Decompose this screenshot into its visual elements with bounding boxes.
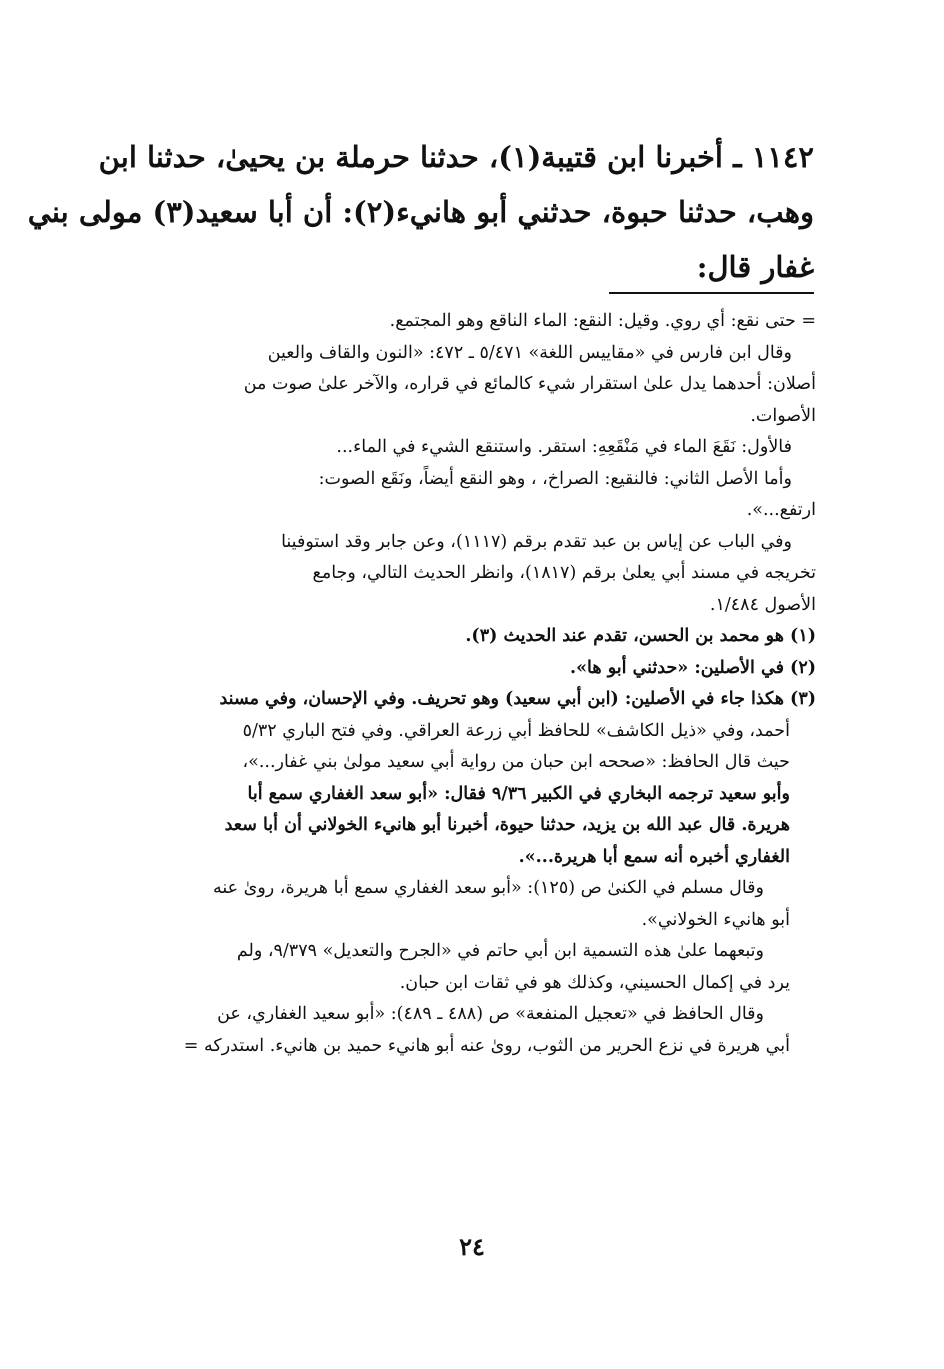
- commentary-line: وقال ابن فارس في «مقاييس اللغة» ٥/٤٧١ ـ ٤٧٢: «النون والقاف والعين: [267, 342, 792, 363]
- commentary-line: تخريجه في مسند أبي يعلىٰ برقم (١٨١٧)، وانظر الحديث التالي، وجامع: [312, 563, 816, 583]
- footnote-line: وقال مسلم في الكنىٰ ص (١٢٥): «أبو سعد الغفاري سمع أبا هريرة، روىٰ عنه: [212, 878, 764, 898]
- footnote-line: أبو هانيء الخولاني».: [641, 909, 790, 930]
- footnote-3: (٣) هكذا جاء في الأصلين: (ابن أبي سعيد) وهو تحريف. وفي الإحسان، وفي مسند: [219, 689, 816, 709]
- footnote-separator: [609, 292, 814, 294]
- hadith-line: ١١٤٢ ـ أخبرنا ابن قتيبة(١)، حدثنا حرملة بن يحيىٰ، حدثنا ابن: [98, 140, 814, 174]
- commentary-line: فالأول: نَقَعَ الماء في مَنْقَعِهِ: استقر. واستنقع الشيء في الماء...: [336, 437, 792, 457]
- footnote-line: حيث قال الحافظ: «صححه ابن حبان من رواية أبي سعيد مولىٰ بني غفار...»،: [242, 752, 790, 772]
- commentary-line: = حتى نقع: أي روي. وقيل: النقع: الماء الناقع وهو المجتمع.: [389, 311, 816, 331]
- hadith-line: وهب، حدثنا حبوة، حدثني أبو هانيء(٢): أن أبا سعيد(٣) مولى بني: [27, 195, 814, 229]
- footnote-line: وقال الحافظ في «تعجيل المنفعة» ص (٤٨٨ ـ ٤٨٩): «أبو سعيد الغفاري، عن: [217, 1004, 764, 1024]
- commentary-line: الأصول ١/٤٨٤.: [709, 594, 816, 615]
- footnote-line: الغفاري أخبره أنه سمع أبا هريرة...».: [518, 846, 790, 867]
- commentary-line: وأما الأصل الثاني: فالنقيع: الصراخ، ، وهو النقع أيضاً، ونَقَع الصوت:: [318, 468, 792, 489]
- commentary-line: أصلان: أحدهما يدل علىٰ استقرار شيء كالمائع في قراره، والآخر علىٰ صوت من: [243, 374, 816, 394]
- footnote-2: (٢) في الأصلين: «حدثني أبو ها».: [570, 657, 816, 678]
- footnote-line: وتبعهما علىٰ هذه التسمية ابن أبي حاتم في «الجرح والتعديل» ٩/٣٧٩، ولم: [236, 941, 764, 961]
- notes-section: [96, 306, 816, 1062]
- hadith-text: [27, 130, 814, 295]
- hadith-line: غفار قال:: [696, 250, 814, 284]
- commentary-line: الأصوات.: [750, 405, 816, 426]
- footnote-line: هريرة. قال عبد الله بن يزيد، حدثنا حيوة، أخبرنا أبو هانيء الخولاني أن أبا سعد: [224, 815, 790, 835]
- commentary-line: ارتفع...».: [746, 500, 816, 520]
- footnote-line: يرد في إكمال الحسيني، وكذلك هو في ثقات ابن حبان.: [399, 972, 790, 993]
- page-number: ٢٤: [459, 1232, 485, 1261]
- footnote-line: أبي هريرة في نزع الحرير من الثوب، روىٰ عنه أبو هانيء حميد بن هانيء. استدركه =: [183, 1035, 790, 1056]
- footnote-1: (١) هو محمد بن الحسن، تقدم عند الحديث (٣).: [465, 626, 816, 646]
- footnote-line: أحمد، وفي «ذيل الكاشف» للحافظ أبي زرعة العراقي. وفي فتح الباري ٥/٣٢: [242, 720, 790, 741]
- commentary-line: وفي الباب عن إياس بن عبد تقدم برقم (١١١٧)، وعن جابر وقد استوفينا: [281, 531, 792, 552]
- footnote-line: وأبو سعيد ترجمه البخاري في الكبير ٩/٣٦ فقال: «أبو سعد الغفاري سمع أبا: [247, 783, 790, 804]
